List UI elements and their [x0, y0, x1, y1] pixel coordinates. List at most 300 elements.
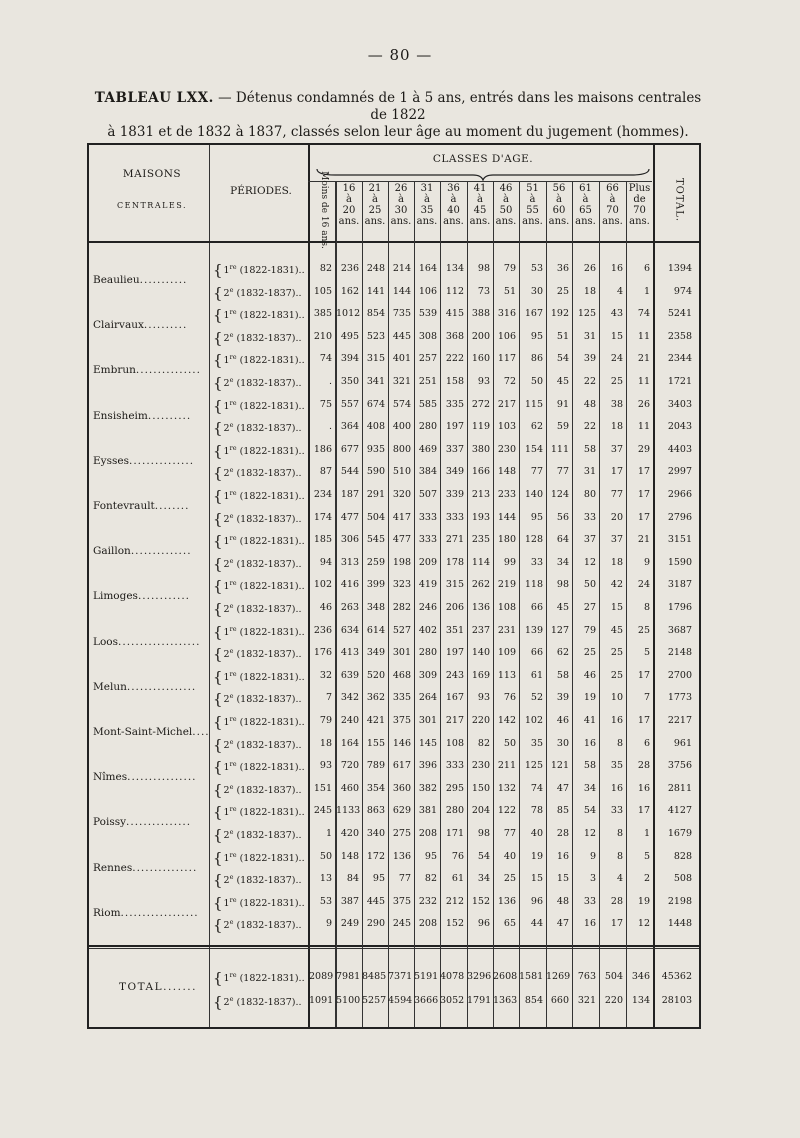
- table-cell: 98: [477, 263, 490, 274]
- prison-name: [93, 907, 211, 919]
- age-group-header-text: 21: [368, 183, 382, 194]
- period-label: {1re (1822-1831)..: [213, 848, 305, 867]
- table-cell: 3: [589, 873, 596, 885]
- table-cell: 98: [556, 579, 569, 591]
- table-cell: 54: [556, 353, 569, 365]
- leader-dots: ...............: [132, 861, 198, 874]
- table-cell: 212: [445, 895, 464, 907]
- table-cell: 280: [418, 421, 437, 433]
- table-cell: 24: [637, 579, 650, 591]
- table-cell: 113: [497, 669, 516, 681]
- table-cell: 217: [497, 398, 516, 410]
- table-cell: 349: [445, 466, 464, 478]
- period-ordinal: e: [229, 692, 234, 701]
- age-group-header-text: ans.: [629, 216, 650, 227]
- table-cell: 17: [637, 466, 650, 478]
- table-cell: 2: [643, 873, 650, 885]
- table-cell: 174: [313, 511, 332, 523]
- table-cell: 290: [366, 918, 385, 930]
- table-cell: 243: [445, 669, 464, 681]
- table-cell: 674: [366, 398, 385, 410]
- brace-icon: {: [213, 893, 223, 912]
- table-cell: 419: [418, 579, 437, 591]
- leader-dots: ...................: [118, 635, 201, 648]
- table-cell: 400: [392, 421, 411, 433]
- table-cell: 77: [530, 466, 543, 478]
- table-cell: 219: [497, 579, 516, 591]
- leader-dots: ............: [137, 590, 190, 603]
- table-cell: 421: [366, 715, 385, 726]
- table-cell: 47: [556, 918, 569, 930]
- table-cell: 4403: [667, 443, 692, 455]
- table-cell: 217: [445, 715, 464, 726]
- table-cell: 17: [637, 805, 650, 817]
- table-cell: 8485: [362, 971, 387, 982]
- table-cell: 50: [583, 579, 596, 591]
- table-cell: 86: [530, 353, 543, 365]
- table-cell: 477: [392, 534, 411, 546]
- table-cell: 45362: [661, 971, 692, 982]
- table-cell: 527: [392, 624, 411, 636]
- table-cell: 10: [610, 692, 623, 704]
- table-cell: 413: [340, 647, 359, 659]
- prison-name-text: Loos: [93, 635, 119, 648]
- table-cell: 18: [583, 285, 596, 297]
- table-cell: 50: [530, 376, 543, 387]
- table-cell: 368: [445, 330, 464, 342]
- table-cell: 75: [319, 398, 332, 410]
- table-cell: 169: [471, 669, 490, 681]
- age-group-header: [599, 183, 626, 239]
- brace-icon: {: [213, 826, 223, 844]
- age-group-header-text: 55: [526, 205, 539, 216]
- maisons-header: [93, 167, 211, 213]
- maisons-header-line1: MAISONS: [122, 168, 182, 180]
- table-cell: 108: [445, 737, 464, 749]
- table-cell: 240: [340, 715, 359, 726]
- age-group-header-text: 35: [420, 205, 434, 216]
- maisons-header-line2: CENTRALES.: [117, 201, 187, 210]
- period-label: {1re (1822-1831)..: [213, 396, 305, 415]
- table-cell: 148: [340, 850, 359, 862]
- table-cell: 11: [637, 330, 650, 342]
- table-cell: 103: [497, 421, 516, 433]
- age-group-header-text: 45: [473, 205, 487, 216]
- table-cell: 1: [643, 285, 650, 297]
- table-cell: 95: [424, 850, 437, 862]
- period-label: {2e (1832-1837)..: [213, 826, 302, 844]
- table-cell: 2198: [667, 895, 692, 907]
- table-cell: 460: [340, 782, 359, 794]
- table-cell: 21: [637, 353, 650, 365]
- table-cell: 134: [445, 263, 464, 274]
- table-cell: 251: [418, 376, 437, 387]
- table-cell: 45: [556, 602, 569, 613]
- table-cell: 291: [366, 489, 385, 500]
- table-cell: 9: [589, 850, 596, 862]
- age-group-header-text: 41: [473, 183, 487, 194]
- table-cell: 629: [392, 805, 411, 817]
- age-group-header-text: 20: [342, 205, 356, 216]
- table-cell: 25: [610, 376, 623, 387]
- total-rule: [89, 945, 699, 947]
- table-cell: 301: [392, 647, 411, 659]
- table-cell: 62: [556, 647, 569, 659]
- table-cell: 420: [340, 828, 359, 839]
- prison-name-text: Clairvaux: [93, 319, 144, 332]
- period-ordinal: e: [229, 421, 234, 430]
- table-cell: 1269: [546, 971, 571, 982]
- table-cell: 158: [445, 376, 464, 387]
- table-cell: 61: [451, 873, 464, 885]
- table-cell: 38: [610, 398, 623, 410]
- table-cell: 17: [637, 669, 650, 681]
- age-group-header-text: Plus: [628, 183, 651, 194]
- table-cell: 539: [418, 308, 437, 320]
- table-cell: 87: [319, 466, 332, 478]
- table-cell: 17: [610, 466, 623, 478]
- table-title-text-2: à 1831 et de 1832 à 1837, classés selon leur âge au moment du jugement (hommes).: [107, 124, 689, 140]
- table-cell: 25: [503, 873, 516, 885]
- table-cell: 117: [497, 353, 516, 365]
- table-cell: 34: [583, 782, 596, 794]
- table-cell: 33: [610, 805, 623, 817]
- table-cell: 763: [577, 971, 596, 982]
- age-group-header: [467, 183, 493, 239]
- table-cell: 341: [366, 376, 385, 387]
- table-cell: 333: [418, 511, 437, 523]
- table-cell: 16: [583, 918, 596, 930]
- brace-icon: {: [213, 554, 223, 573]
- table-cell: 382: [418, 782, 437, 794]
- brace-icon: {: [213, 871, 223, 890]
- age-group-header-text: 36: [447, 183, 460, 194]
- table-cell: 208: [418, 918, 437, 930]
- brace-icon: {: [213, 283, 223, 302]
- prison-name-text: Ensisheim: [93, 409, 148, 422]
- table-cell: 246: [418, 602, 437, 613]
- table-cell: 1721: [667, 376, 692, 387]
- period-label: {2e (1832-1837)..: [213, 328, 302, 347]
- table-cell: 399: [366, 579, 385, 591]
- table-cell: 16: [610, 715, 623, 726]
- period-ordinal: e: [229, 602, 234, 610]
- table-cell: 401: [392, 353, 411, 365]
- table-cell: 185: [313, 534, 332, 546]
- page-number: — 80 —: [367, 46, 433, 64]
- table-cell: 209: [418, 556, 437, 568]
- table-cell: 234: [313, 489, 332, 500]
- table-cell: 42: [610, 579, 623, 591]
- brace-icon: {: [213, 600, 223, 618]
- table-cell: 396: [418, 760, 437, 772]
- leader-dots: ...............: [126, 816, 192, 829]
- prison-name-text: Nîmes: [93, 771, 128, 784]
- table-cell: 235: [471, 534, 490, 546]
- table-cell: 40: [503, 850, 516, 862]
- table-cell: 125: [524, 760, 543, 772]
- table-cell: 33: [530, 556, 543, 568]
- table-cell: 46: [556, 715, 569, 726]
- table-cell: 155: [366, 737, 385, 749]
- table-cell: 1791: [467, 995, 492, 1006]
- table-cell: 77: [556, 466, 569, 478]
- table-cell: 222: [445, 353, 464, 365]
- table-cell: 98: [477, 828, 490, 839]
- table-cell: 44: [530, 918, 543, 930]
- age-group-header-text: à: [477, 194, 483, 205]
- brace-icon: {: [213, 419, 223, 438]
- table-cell: 3687: [667, 624, 692, 636]
- table-cell: 585: [418, 398, 437, 410]
- brace-icon: {: [213, 351, 223, 370]
- table-cell: 200: [471, 330, 490, 342]
- age-group-header-text: ans.: [390, 216, 412, 227]
- period-ordinal: re: [229, 579, 237, 588]
- brace-icon: {: [213, 396, 223, 415]
- table-cell: 342: [340, 692, 359, 704]
- table-cell: 17: [637, 511, 650, 523]
- table-cell: 7: [325, 692, 332, 704]
- table-cell: 12: [583, 556, 596, 568]
- brace-icon: {: [213, 848, 223, 867]
- table-cell: 2608: [493, 971, 518, 982]
- table-cell: 1590: [667, 556, 692, 568]
- table-cell: 25: [637, 624, 650, 636]
- period-label: {1re (1822-1831)..: [213, 893, 305, 912]
- table-cell: 33: [583, 895, 596, 907]
- table-cell: 1363: [493, 995, 518, 1006]
- period-label: {2e (1832-1837)..: [213, 916, 302, 935]
- table-cell: 93: [319, 760, 332, 772]
- table-cell: 95: [530, 511, 543, 523]
- table-cell: 320: [392, 489, 411, 500]
- table-cell: 214: [392, 263, 411, 274]
- table-cell: 417: [392, 511, 411, 523]
- table-cell: 1: [325, 828, 332, 839]
- table-cell: 74: [637, 308, 650, 320]
- prison-name: [93, 726, 211, 738]
- table-cell: 58: [556, 669, 569, 681]
- prison-name: [93, 319, 211, 331]
- table-cell: 72: [503, 376, 516, 387]
- age-group-header-text: 60: [552, 205, 566, 216]
- age-group-header-text: à: [372, 194, 378, 205]
- table-cell: 166: [471, 466, 490, 478]
- table-cell: 8: [643, 602, 650, 613]
- table-cell: 15: [556, 873, 569, 885]
- age-group-header-text: à: [529, 194, 536, 205]
- table-cell: 54: [477, 850, 490, 862]
- table-cell: 95: [530, 330, 543, 342]
- table-cell: 574: [392, 398, 411, 410]
- table-cell: 53: [530, 263, 543, 274]
- table-cell: 660: [550, 995, 569, 1006]
- table-cell: 504: [366, 511, 385, 523]
- table-cell: 66: [530, 602, 543, 613]
- table-cell: 192: [550, 308, 569, 320]
- table-cell: 5: [643, 850, 650, 862]
- table-cell: 94: [319, 556, 332, 568]
- table-cell: 4: [616, 285, 623, 297]
- table-cell: 37: [610, 534, 623, 546]
- table-cell: 315: [366, 353, 385, 365]
- table-cell: 29: [637, 443, 650, 455]
- period-label: {1re (1822-1831)..: [213, 351, 305, 370]
- period-label: {2e (1832-1837)..: [213, 464, 302, 483]
- table-cell: 162: [340, 285, 359, 297]
- period-ordinal: e: [229, 873, 234, 882]
- age-group-header-text: 51: [526, 183, 539, 194]
- table-cell: 12: [583, 828, 596, 839]
- table-cell: 237: [471, 624, 490, 636]
- period-ordinal: e: [229, 285, 234, 294]
- brace-icon: {: [213, 509, 223, 528]
- prison-name-text: Fontevrault: [93, 500, 155, 512]
- table-cell: 53: [319, 895, 332, 907]
- table-cell: 40: [530, 828, 543, 839]
- table-cell: 17: [637, 489, 650, 500]
- age-group-header-text: 70: [606, 205, 619, 216]
- brace-icon: {: [213, 441, 223, 460]
- age-group-header-text: à: [450, 194, 457, 205]
- table-cell: 333: [445, 511, 464, 523]
- total-column-header-text: TOTAL.: [673, 177, 685, 223]
- table-cell: 854: [524, 995, 543, 1006]
- table-cell: 1773: [667, 692, 692, 704]
- table-cell: 41: [583, 715, 596, 726]
- period-ordinal: e: [229, 330, 234, 339]
- age-group-header-text: à: [398, 194, 404, 205]
- period-ordinal: re: [229, 353, 237, 362]
- table-cell: 2043: [667, 421, 692, 433]
- table-title-label: TABLEAU LXX.: [94, 90, 214, 106]
- table-cell: 34: [477, 873, 490, 885]
- table-cell: 160: [471, 353, 490, 365]
- table-cell: 15: [610, 330, 623, 342]
- table-cell: 321: [392, 376, 411, 387]
- table-cell: 176: [313, 647, 332, 659]
- table-cell: 48: [583, 398, 596, 410]
- table-cell: 145: [418, 737, 437, 749]
- prison-name: [93, 681, 211, 693]
- table-cell: 167: [445, 692, 464, 704]
- table-cell: 333: [445, 760, 464, 772]
- table-cell: 136: [471, 602, 490, 613]
- table-cell: 105: [313, 285, 332, 297]
- leader-dots: ..........: [143, 319, 188, 332]
- table-cell: 15: [530, 873, 543, 885]
- table-cell: 128: [524, 534, 543, 546]
- table-cell: 102: [313, 579, 332, 591]
- age-group-header-text: à: [346, 194, 352, 205]
- period-label: {2e (1832-1837)..: [213, 645, 302, 664]
- table-cell: 346: [631, 971, 650, 982]
- table-cell: 19: [530, 850, 543, 862]
- table-cell: 122: [497, 805, 516, 817]
- table-cell: 295: [445, 782, 464, 794]
- period-label: {1re (1822-1831)..: [213, 758, 305, 777]
- table-cell: 52: [530, 692, 543, 704]
- table-cell: 74: [530, 782, 543, 794]
- period-ordinal: re: [229, 805, 237, 814]
- table-cell: 211: [497, 760, 516, 772]
- table-cell: 140: [524, 489, 543, 500]
- brace-icon: {: [213, 993, 223, 1011]
- table-cell: 56: [556, 511, 569, 523]
- age-group-header-text: 30: [394, 205, 408, 216]
- table-cell: 111: [550, 443, 569, 455]
- table-cell: 18: [319, 737, 332, 749]
- table-cell: 30: [556, 737, 569, 749]
- age-group-header: [546, 183, 572, 239]
- table-cell: 2217: [667, 715, 692, 726]
- table-cell: 262: [471, 579, 490, 591]
- table-cell: 96: [477, 918, 490, 930]
- table-cell: 39: [556, 692, 569, 704]
- age-group-header-text: à: [609, 194, 616, 205]
- table-cell: 180: [497, 534, 516, 546]
- table-cell: 3296: [467, 971, 492, 982]
- table-cell: 520: [366, 669, 385, 681]
- table-cell: 197: [445, 421, 464, 433]
- period-label: {1re (1822-1831)..: [213, 261, 305, 279]
- table-cell: 9: [643, 556, 650, 568]
- table-cell: 220: [604, 995, 623, 1006]
- table-cell: 388: [471, 308, 490, 320]
- leader-dots: ................: [126, 680, 197, 693]
- age-group-header-text: à: [503, 194, 509, 205]
- period-label: {2e (1832-1837)..: [213, 374, 302, 392]
- table-cell: 22: [583, 376, 596, 387]
- table-cell: 37: [583, 534, 596, 546]
- table-cell: 150: [471, 782, 490, 794]
- table-cell: 206: [445, 602, 464, 613]
- table-cell: 186: [313, 443, 332, 455]
- table-cell: 854: [366, 308, 385, 320]
- table-cell: 54: [583, 805, 596, 817]
- brace-icon: {: [213, 713, 223, 731]
- table-cell: 6: [643, 737, 650, 749]
- table-cell: 17: [610, 918, 623, 930]
- table-cell: 323: [392, 579, 411, 591]
- table-cell: 2997: [667, 466, 692, 478]
- table-cell: 43: [610, 308, 623, 320]
- table-cell: 78: [530, 805, 543, 817]
- table-cell: 6: [643, 263, 650, 274]
- period-label: {1re (1822-1831)..: [213, 803, 305, 822]
- table-cell: 45: [610, 624, 623, 636]
- table-cell: 350: [340, 376, 359, 387]
- table-cell: 375: [392, 715, 411, 726]
- table-cell: 935: [366, 443, 385, 455]
- table-cell: 230: [471, 760, 490, 772]
- table-cell: 828: [673, 850, 692, 862]
- total-label: [119, 981, 197, 993]
- age-group-header-text: 26: [394, 183, 408, 194]
- table-cell: 507: [418, 489, 437, 500]
- table-cell: 64: [556, 534, 569, 546]
- table-cell: 119: [471, 421, 490, 433]
- period-ordinal: re: [229, 443, 237, 452]
- period-label: {2e (1832-1837)..: [213, 600, 302, 618]
- table-cell: 47: [556, 782, 569, 794]
- table-cell: 3052: [440, 995, 465, 1006]
- table-cell: 3666: [414, 995, 439, 1006]
- prison-name: [93, 636, 211, 648]
- period-ordinal: re: [229, 895, 237, 904]
- table-cell: 5241: [667, 308, 692, 320]
